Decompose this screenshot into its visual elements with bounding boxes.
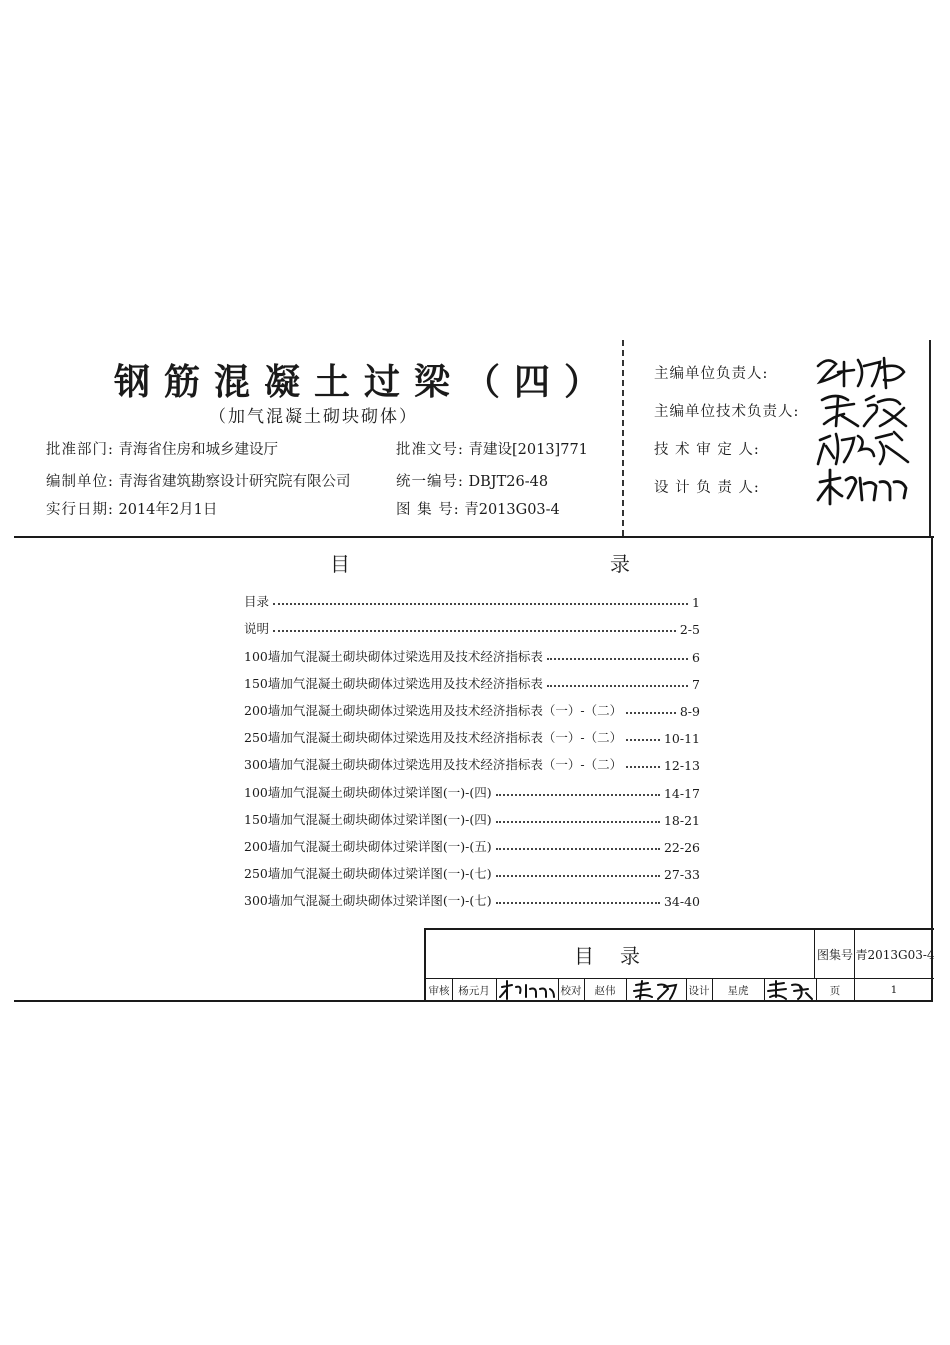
page-value: 1 xyxy=(890,984,898,996)
toc-leader-dots xyxy=(626,739,660,741)
approval-doc-value: 青建设[2013]771 xyxy=(468,442,588,458)
role-label: 主编单位负责人: xyxy=(654,366,769,382)
toc-item-label: 说明 xyxy=(244,621,270,637)
review-name: 杨元月 xyxy=(452,979,497,1001)
atlas-number-value: 青2013G03-4 xyxy=(854,930,935,978)
compiler-label: 编制单位: xyxy=(46,474,114,490)
signature-icon xyxy=(814,390,910,430)
compiler-row xyxy=(46,470,351,491)
toc-item-page: 8-9 xyxy=(679,703,700,719)
toc-leader-dots xyxy=(496,821,660,823)
toc-item-page: 10-11 xyxy=(663,731,700,747)
design-label: 设计 xyxy=(686,979,713,1001)
toc-item[interactable] xyxy=(244,801,700,828)
unified-no-row xyxy=(396,470,548,491)
header-divider xyxy=(622,340,625,536)
page-label: 页 xyxy=(816,979,855,1001)
approval-dept-label: 批准部门: xyxy=(46,442,114,458)
toc-leader-dots xyxy=(496,902,660,904)
signature-icon xyxy=(496,979,558,1001)
approval-dept-value: 青海省住房和城乡建设厅 xyxy=(118,442,278,458)
title-block-bottom-row xyxy=(426,979,934,1001)
atlas-number-label: 图集号 xyxy=(814,930,855,978)
effective-date-value: 2014年2月1日 xyxy=(118,502,218,518)
role-label: 设 计 负 责 人: xyxy=(654,480,760,496)
toc-item-label: 200墙加气混凝土砌块砌体过梁详图(一)-(五) xyxy=(244,838,492,854)
toc-item-page: 18-21 xyxy=(663,812,700,828)
toc-item-label: 150墙加气混凝土砌块砌体过梁详图(一)-(四) xyxy=(244,811,492,827)
toc-item[interactable] xyxy=(244,610,700,637)
toc-item[interactable] xyxy=(244,828,700,855)
toc-item[interactable] xyxy=(244,773,700,800)
approval-doc-label: 批准文号: xyxy=(396,442,464,458)
toc-leader-dots xyxy=(273,603,688,605)
toc-leader-dots xyxy=(626,712,676,714)
toc-leader-dots xyxy=(547,685,688,687)
unified-no-label: 统一编号: xyxy=(396,474,464,490)
toc-item-label: 300墙加气混凝土砌块砌体过梁选用及技术经济指标表（一）-（二） xyxy=(244,757,623,773)
toc-item-label: 150墙加气混凝土砌块砌体过梁选用及技术经济指标表 xyxy=(244,675,543,691)
signature-icon xyxy=(814,352,910,392)
toc-item-label: 250墙加气混凝土砌块砌体过梁详图(一)-(七) xyxy=(244,866,492,882)
toc-item-label: 200墙加气混凝土砌块砌体过梁选用及技术经济指标表（一）-（二） xyxy=(244,702,623,718)
toc-item-label: 250墙加气混凝土砌块砌体过梁选用及技术经济指标表（一）-（二） xyxy=(244,730,623,746)
approval-dept-row xyxy=(46,438,278,459)
atlas-no-value: 青2013G03-4 xyxy=(464,502,560,518)
toc-item-page: 14-17 xyxy=(663,785,700,801)
role-label: 主编单位技术负责人: xyxy=(654,404,800,420)
title-block xyxy=(424,928,934,1002)
toc-leader-dots xyxy=(496,848,660,850)
toc-item[interactable] xyxy=(244,882,700,909)
atlas-no-row xyxy=(396,498,560,519)
role-row xyxy=(654,476,934,514)
review-label: 审核 xyxy=(426,979,453,1001)
toc-item[interactable] xyxy=(244,583,700,610)
toc-item-page: 22-26 xyxy=(663,839,700,855)
signature-icon xyxy=(814,428,910,468)
toc-item[interactable] xyxy=(244,719,700,746)
toc-item-label: 100墙加气混凝土砌块砌体过梁选用及技术经济指标表 xyxy=(244,648,543,664)
toc-item-label: 100墙加气混凝土砌块砌体过梁详图(一)-(四) xyxy=(244,784,492,800)
toc-item[interactable] xyxy=(244,637,700,664)
toc-leader-dots xyxy=(547,658,688,660)
toc-item-page: 12-13 xyxy=(663,758,700,774)
toc-heading-right: 录 xyxy=(610,552,630,576)
toc-item[interactable] xyxy=(244,746,700,773)
toc-leader-dots xyxy=(496,875,660,877)
review-signature xyxy=(496,979,559,1001)
toc-item-page: 34-40 xyxy=(663,894,700,910)
design-signature xyxy=(764,979,817,1001)
check-label: 校对 xyxy=(558,979,585,1001)
compiler-value: 青海省建筑勘察设计研究院有限公司 xyxy=(118,474,351,490)
toc-item[interactable] xyxy=(244,855,700,882)
toc-item-label: 300墙加气混凝土砌块砌体过梁详图(一)-(七) xyxy=(244,893,492,909)
toc-item-page: 27-33 xyxy=(663,867,700,883)
header-separator xyxy=(14,536,934,538)
toc-item-label: 目录 xyxy=(244,594,270,610)
unified-no-value: DBJT26-48 xyxy=(468,474,549,490)
approval-doc-row xyxy=(396,438,588,459)
cover-header xyxy=(14,340,934,538)
toc-item-page: 7 xyxy=(692,676,700,692)
responsible-persons xyxy=(654,362,934,514)
toc-leader-dots xyxy=(626,766,660,768)
toc-leader-dots xyxy=(273,630,676,632)
check-name: 赵伟 xyxy=(584,979,627,1001)
design-name: 星虎 xyxy=(712,979,765,1001)
toc-item[interactable] xyxy=(244,692,700,719)
signature-icon xyxy=(764,979,816,1001)
atlas-no-label: 图 集 号: xyxy=(396,502,460,518)
role-label: 技 术 审 定 人: xyxy=(654,442,760,458)
table-of-contents xyxy=(244,583,700,909)
effective-date-row xyxy=(46,498,217,519)
toc-leader-dots xyxy=(496,794,660,796)
toc-item[interactable] xyxy=(244,665,700,692)
signature-icon xyxy=(814,466,910,506)
toc-item-page: 6 xyxy=(692,649,700,665)
title-block-top-row xyxy=(426,930,934,979)
document-title: 钢筋混凝土过梁（四） xyxy=(114,361,615,403)
effective-date-label: 实行日期: xyxy=(46,502,114,518)
title-block-title: 目录 xyxy=(574,943,666,968)
toc-item-page: 1 xyxy=(692,595,700,611)
toc-item-page: 2-5 xyxy=(679,622,700,638)
check-signature xyxy=(626,979,687,1001)
signature-icon xyxy=(626,979,686,1001)
toc-heading-left: 目 xyxy=(330,552,350,576)
document-subtitle: （加气混凝土砌块砌体） xyxy=(209,407,418,427)
